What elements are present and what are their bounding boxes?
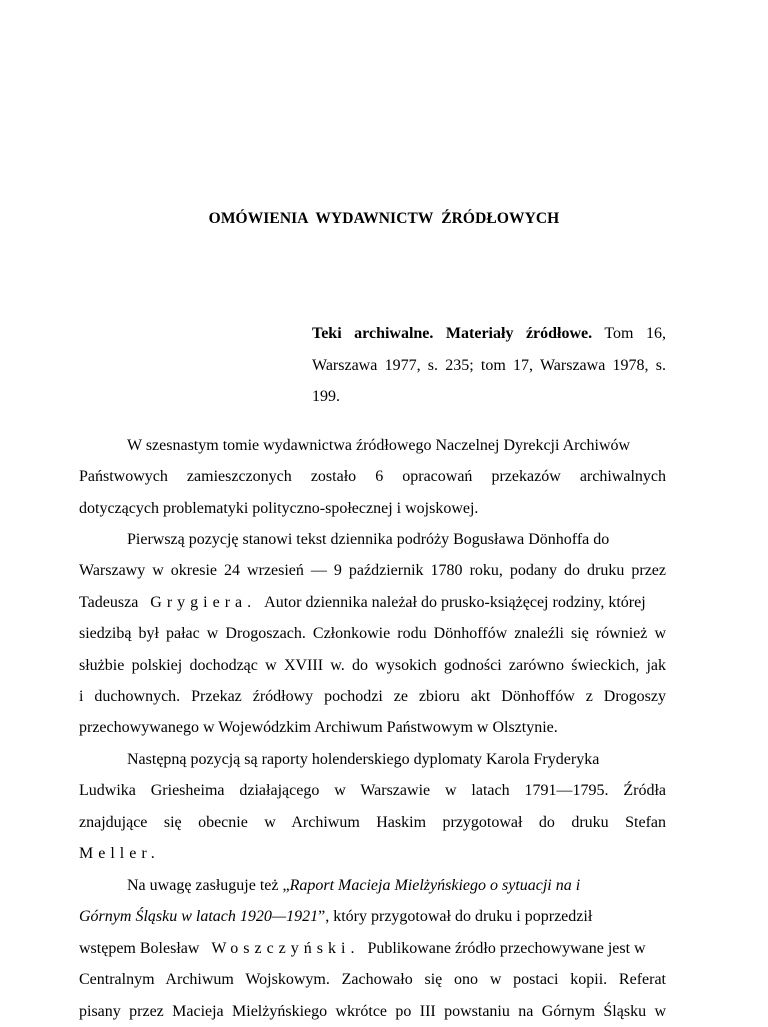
text-line: służbie polskiej dochodząc w XVIII w. do wysokich godności zarówno świeckich, jak: [79, 656, 666, 674]
quoted-title: Górnym Śląsku w latach 1920—1921: [79, 908, 319, 926]
text-line: znajdujące się obecnie w Archiwum Haskim przygotował do druku Stefan: [79, 813, 666, 831]
text-fragment: Autor dziennika należał do prusko-książęcej rodziny, której: [264, 593, 646, 611]
text-line: [79, 587, 666, 618]
text-line: dotyczących problematyki polityczno-społecznej i wojskowej.: [79, 499, 479, 517]
quoted-title: Raport Macieja Mielżyńskiego o sytuacji na i: [289, 877, 581, 894]
text-line: Ludwika Griesheima działającego w Warszawie w latach 1791—1795. Źródła: [79, 782, 666, 800]
text-fragment: wstępem Bolesław: [79, 939, 200, 957]
text-line: [79, 901, 666, 932]
text-line: W szesnastym tomie wydawnictwa źródłowego Naczelnej Dyrekcji Archiwów: [127, 437, 631, 454]
text-line: Następną pozycją są raporty holenderskiego dyplomaty Karola Fryderyka: [127, 751, 600, 768]
paragraph-4: [79, 870, 666, 1027]
review-details: Tom 16, Warszawa 1977, s. 235; tom 17, Warszawa 1978, s. 199.: [312, 325, 666, 405]
text-line: przechowywanego w Wojewódzkim Archiwum Państwowym w Olsztynie.: [79, 719, 558, 737]
text-fragment: Na uwagę zasługuje też „: [127, 877, 290, 894]
section-heading: OMÓWIENIA WYDAWNICTW ŹRÓDŁOWYCH: [208, 210, 560, 227]
text-fragment: Publikowane źródło przechowywane jest w: [367, 939, 646, 957]
author-name: Grygiera.: [150, 593, 257, 611]
text-fragment: ”, który przygotował do druku i poprzedził: [318, 908, 593, 926]
text-line: Pierwszą pozycję stanowi tekst dziennika podróży Bogusława Dönhoffa do: [127, 531, 610, 548]
paragraph-3: [79, 744, 666, 870]
paragraph-1: [79, 430, 666, 524]
author-name: Woszczyński.: [211, 939, 360, 957]
text-fragment: Tadeusza: [79, 593, 139, 611]
review-title: Teki archiwalne. Materiały źródłowe.: [312, 325, 593, 342]
text-line: [79, 933, 666, 964]
text-line: [79, 870, 666, 901]
text-line: siedzibą był pałac w Drogoszach. Członkowie rodu Dönhoffów znaleźli się również w: [79, 625, 666, 643]
text-line: i duchownych. Przekaz źródłowy pochodzi ze zbioru akt Dönhoffów z Drogoszy: [79, 687, 666, 705]
text-line: pisany przez Macieja Mielżyńskiego wkrótce po III powstaniu na Górnym Śląsku w: [79, 1002, 666, 1020]
review-citation: [312, 318, 666, 413]
text-line: Centralnym Archiwum Wojskowym. Zachowało się ono w postaci kopii. Referat: [79, 971, 666, 989]
text-line: Państwowych zamieszczonych zostało 6 opracowań przekazów archiwalnych: [79, 468, 666, 486]
paragraph-2: [79, 524, 666, 744]
author-name: Meller.: [79, 845, 160, 863]
text-line: Warszawy w okresie 24 wrzesień — 9 październik 1780 roku, podany do druku przez: [79, 562, 666, 580]
